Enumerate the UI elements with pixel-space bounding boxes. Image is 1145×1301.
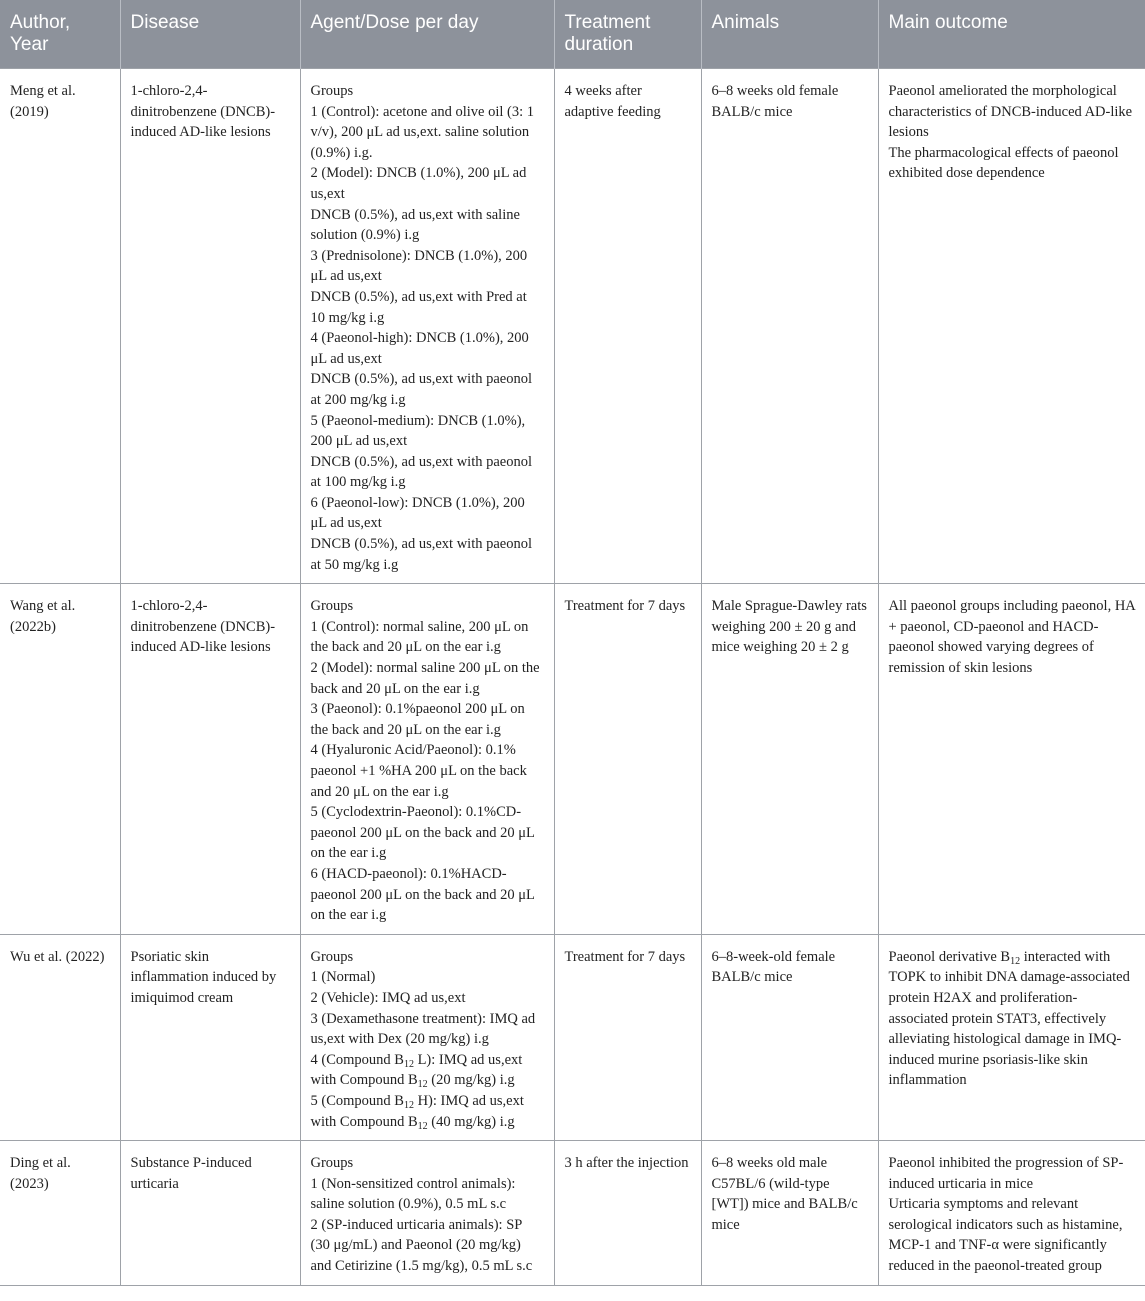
cell-outcome bbox=[878, 584, 1145, 935]
agent-line: 2 (SP-induced urticaria animals): SP (30 μg/mL) and Paeonol (20 mg/kg) and Cetirizine (1.5 mg/kg), 0.5 mL s.c bbox=[310, 1216, 533, 1275]
cell-outcome bbox=[878, 1141, 1145, 1286]
agent-line: DNCB (0.5%), ad us,ext with paeonol at 200 mg/kg i.g bbox=[310, 371, 532, 408]
agent-line: Groups bbox=[310, 83, 354, 99]
agent-line: 1 (Normal) bbox=[310, 969, 376, 986]
cell-agent bbox=[300, 69, 554, 584]
text-fragment: 4 (Compound B bbox=[310, 1051, 404, 1068]
cell-animals: 6–8 weeks old female BALB/c mice bbox=[701, 69, 878, 584]
text-fragment: H): IMQ ad us,ext with Compound B bbox=[310, 1092, 524, 1130]
agent-line bbox=[311, 1091, 544, 1132]
outcome-line: Urticaria symptoms and relevant serological indicators such as histamine, MCP-1 and TNF-α were significantly reduced in the paeonol-treated group bbox=[888, 1196, 1123, 1275]
agent-line: 1 (Control): acetone and olive oil (3: 1 v/v), 200 μL ad us,ext. saline solution (0.9%) i.g. bbox=[310, 103, 534, 161]
cell-disease: 1-chloro-2,4-dinitrobenzene (DNCB)-induced AD-like lesions bbox=[120, 69, 300, 584]
cell-author: Wang et al. (2022b) bbox=[0, 584, 120, 935]
text-fragment: 5 (Compound B bbox=[310, 1092, 404, 1109]
text-fragment: (40 mg/kg) i.g bbox=[427, 1113, 515, 1130]
subscript: 12 bbox=[1010, 955, 1021, 967]
header-main-outcome: Main outcome bbox=[878, 0, 1145, 69]
outcome-line: Paeonol inhibited the progression of SP-induced urticaria in mice bbox=[888, 1155, 1124, 1192]
header-animals: Animals bbox=[701, 0, 878, 69]
agent-line: 3 (Dexamethasone treatment): IMQ ad us,ext with Dex (20 mg/kg) i.g bbox=[310, 1010, 536, 1048]
header-author-year: Author, Year bbox=[0, 0, 120, 69]
agent-line: 6 (HACD-paeonol): 0.1%HACD-paeonol 200 μL on the back and 20 μL on the ear i.g bbox=[310, 865, 535, 924]
agent-line: Groups bbox=[310, 948, 354, 965]
agent-line: 5 (Paeonol-medium): DNCB (1.0%), 200 μL ad us,ext bbox=[310, 412, 526, 450]
agent-line: DNCB (0.5%), ad us,ext with paeonol at 50 mg/kg i.g bbox=[310, 536, 532, 573]
cell-disease: Psoriatic skin inflammation induced by imiquimod cream bbox=[120, 934, 300, 1140]
cell-animals: Male Sprague-Dawley rats weighing 200 ± 20 g and mice weighing 20 ± 2 g bbox=[701, 584, 878, 935]
agent-line: Groups bbox=[310, 598, 354, 615]
outcome-line: All paeonol groups including paeonol, HA + paeonol, CD-paeonol and HACD-paeonol showed varying degrees of remission of skin lesions bbox=[888, 598, 1135, 677]
agent-line: 1 (Control): normal saline, 200 μL on the back and 20 μL on the ear i.g bbox=[310, 618, 529, 656]
subscript: 12 bbox=[403, 1058, 414, 1070]
cell-agent bbox=[300, 934, 554, 1140]
outcome-line: The pharmacological effects of paeonol exhibited dose dependence bbox=[888, 144, 1119, 182]
agent-line: DNCB (0.5%), ad us,ext with Pred at 10 mg/kg i.g bbox=[310, 288, 527, 326]
agent-line: 5 (Cyclodextrin-Paeonol): 0.1%CD-paeonol 200 μL on the back and 20 μL on the ear i.g bbox=[310, 804, 535, 862]
cell-agent bbox=[300, 1141, 554, 1286]
text-fragment: L): IMQ ad us,ext with Compound B bbox=[310, 1051, 523, 1089]
header-agent-dose: Agent/Dose per day bbox=[300, 0, 554, 69]
agent-line: 2 (Vehicle): IMQ ad us,ext bbox=[310, 989, 466, 1006]
header-disease: Disease bbox=[120, 0, 300, 69]
cell-duration: Treatment for 7 days bbox=[554, 584, 701, 935]
table-row bbox=[0, 934, 1145, 1140]
cell-author: Meng et al. (2019) bbox=[0, 69, 120, 584]
subscript: 12 bbox=[417, 1079, 428, 1091]
agent-line: 6 (Paeonol-low): DNCB (1.0%), 200 μL ad us,ext bbox=[310, 494, 525, 532]
agent-line: 3 (Paeonol): 0.1%paeonol 200 μL on the back and 20 μL on the ear i.g bbox=[310, 701, 525, 738]
agent-line: 2 (Model): DNCB (1.0%), 200 μL ad us,ext bbox=[310, 165, 527, 202]
agent-line: 2 (Model): normal saline 200 μL on the back and 20 μL on the ear i.g bbox=[310, 660, 540, 697]
table-header-row bbox=[0, 0, 1145, 69]
cell-author: Wu et al. (2022) bbox=[0, 934, 120, 1140]
table-row bbox=[0, 69, 1145, 584]
cell-disease: Substance P-induced urticaria bbox=[120, 1141, 300, 1286]
text-fragment: Paeonol derivative B bbox=[888, 948, 1011, 965]
cell-duration: 4 weeks after adaptive feeding bbox=[554, 69, 701, 584]
cell-animals: 6–8-week-old female BALB/c mice bbox=[701, 934, 878, 1140]
header-treatment-duration: Treatment duration bbox=[554, 0, 701, 69]
cell-duration: Treatment for 7 days bbox=[554, 934, 701, 1140]
agent-line: Groups bbox=[310, 1155, 354, 1172]
agent-line: 4 (Paeonol-high): DNCB (1.0%), 200 μL ad us,ext bbox=[310, 330, 529, 367]
cell-agent bbox=[300, 584, 554, 935]
cell-outcome bbox=[878, 934, 1145, 1140]
outcome-line: Paeonol ameliorated the morphological characteristics of DNCB-induced AD-like lesions bbox=[888, 83, 1133, 141]
cell-duration: 3 h after the injection bbox=[554, 1141, 701, 1286]
agent-line: DNCB (0.5%), ad us,ext with paeonol at 100 mg/kg i.g bbox=[310, 453, 532, 491]
agent-line bbox=[311, 1050, 544, 1091]
cell-outcome bbox=[878, 69, 1145, 584]
agent-line: 3 (Prednisolone): DNCB (1.0%), 200 μL ad us,ext bbox=[310, 247, 528, 285]
cell-author: Ding et al. (2023) bbox=[0, 1141, 120, 1286]
subscript: 12 bbox=[403, 1099, 414, 1111]
agent-line: 4 (Hyaluronic Acid/Paeonol): 0.1% paeonol +1 %HA 200 μL on the back and 20 μL on the ear i.g bbox=[310, 742, 527, 800]
cell-disease: 1-chloro-2,4-dinitrobenzene (DNCB)-induced AD-like lesions bbox=[120, 584, 300, 935]
agent-line: DNCB (0.5%), ad us,ext with saline solution (0.9%) i.g bbox=[310, 206, 520, 244]
text-fragment: interacted with TOPK to inhibit DNA damage-associated protein H2AX and proliferation-associated protein STAT3, effectively alleviating histological damage in IMQ-induced murine psoriasis-like skin inflammation bbox=[888, 948, 1130, 1089]
table-row bbox=[0, 584, 1145, 935]
text-fragment: (20 mg/kg) i.g bbox=[427, 1072, 515, 1089]
cell-animals: 6–8 weeks old male C57BL/6 (wild-type [WT]) mice and BALB/c mice bbox=[701, 1141, 878, 1286]
agent-line: 1 (Non-sensitized control animals): saline solution (0.9%), 0.5 mL s.c bbox=[310, 1175, 516, 1213]
subscript: 12 bbox=[417, 1120, 428, 1132]
table-row bbox=[0, 1141, 1145, 1286]
